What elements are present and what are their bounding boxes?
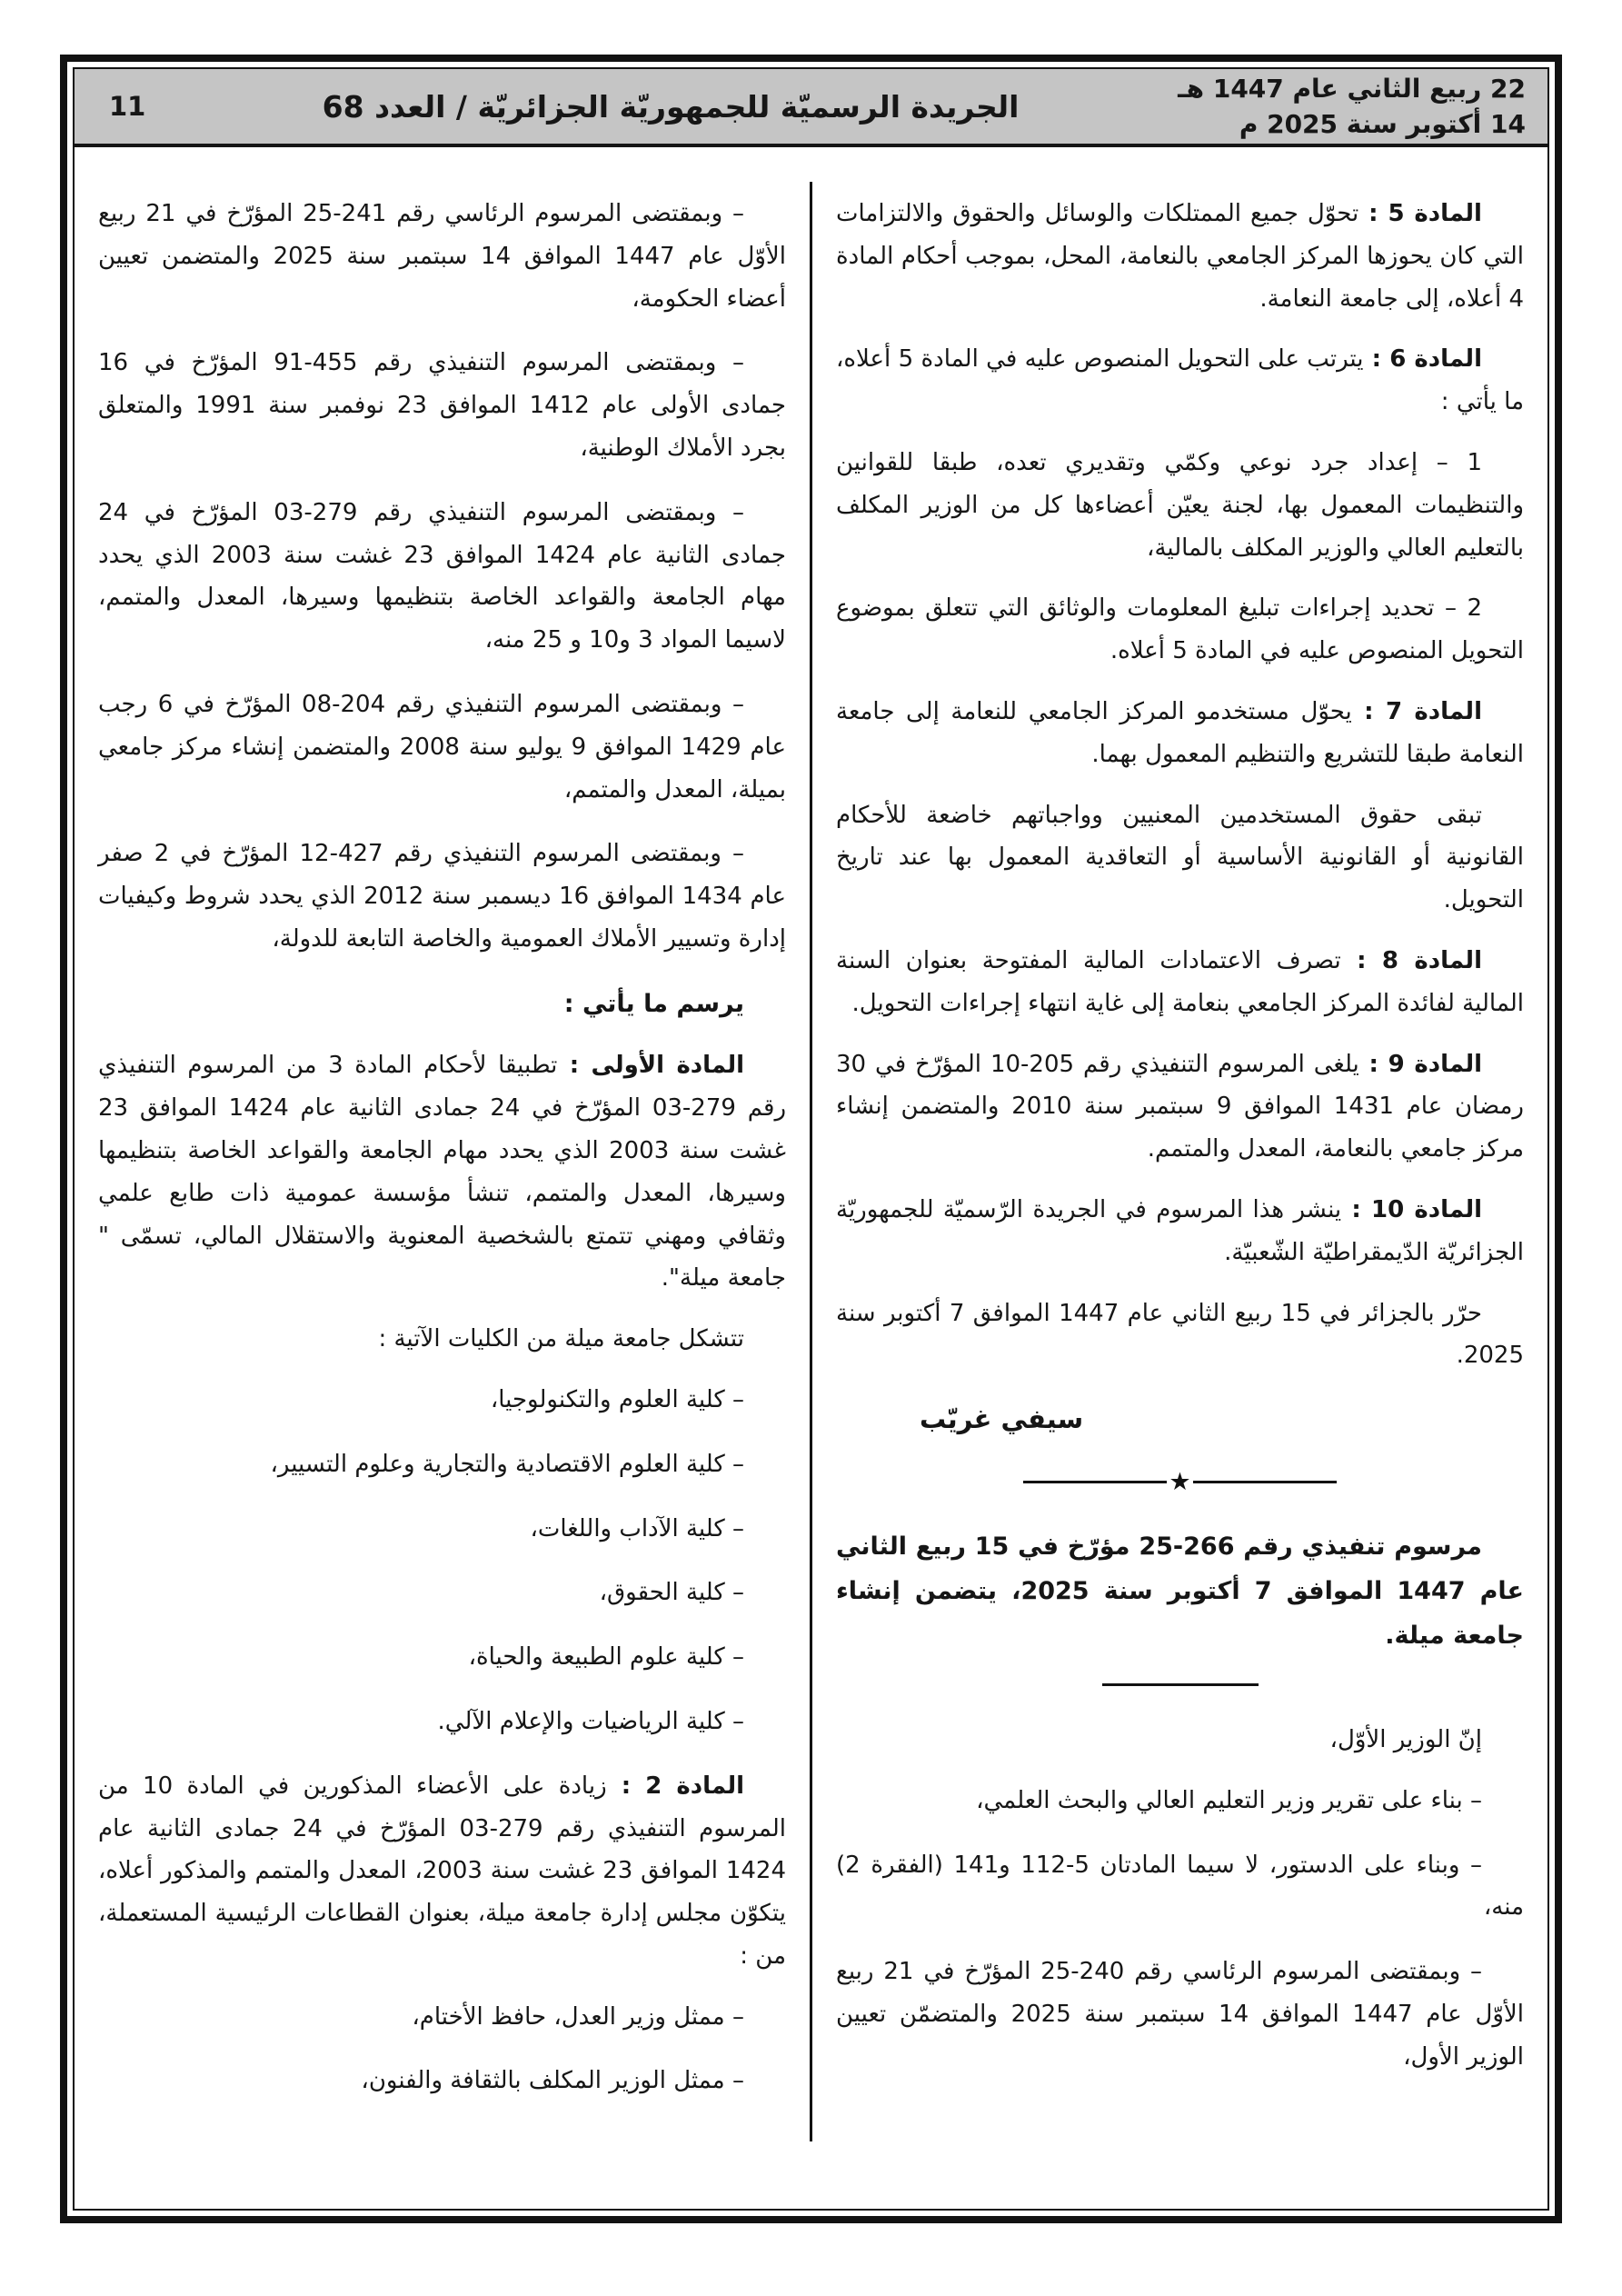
list-item: – وبمقتضى المرسوم الرئاسي رقم 241-25 المؤرّخ في 21 ربيع الأوّل عام 1447 الموافق 14 سبتمبر سنة 2025 والمتضمن تعيين أعضاء الحكومة، [98,200,786,313]
list-item: – وبمقتضى المرسوم التنفيذي رقم 204-08 المؤرّخ في 6 رجب عام 1429 الموافق 9 يوليو سنة 2008 والمتضمن إنشاء مركز جامعي بميلة، المعدل والمتمم، [98,690,786,804]
article-number: المادة 10 : [1341,1195,1482,1223]
masthead [75,69,1547,147]
article-paragraph: المادة 9 : يلغى المرسوم التنفيذي رقم 205-10 المؤرّخ في 30 رمضان عام 1431 الموافق 9 سبتمبر سنة 2010 والمتضمن إنشاء مركز جامعي بالنعامة، المعدل والمتمم. [836,1050,1524,1163]
article-paragraph: المادة 6 : يترتب على التحويل المنصوص عليه في المادة 5 أعلاه، ما يأتي : [836,345,1524,416]
decree-heading: يرسم ما يأتي : [563,989,744,1018]
masthead-date-gregorian: 14 أكتوبر سنة 2025 م [1239,109,1526,139]
gazette-body [75,147,1547,2209]
article-number: المادة 7 : [1351,697,1482,725]
list-item: – وبمقتضى المرسوم التنفيذي رقم 455-91 المؤرّخ في 16 جمادى الأولى عام 1412 الموافق 23 نوفمبر سنة 1991 والمتعلق بجرد الأملاك الوطنية، [98,349,787,462]
article-paragraph: المادة 5 : تحوّل جميع الممتلكات والوسائل والحقوق والالتزامات التي كان يحوزها المركز الجامعي بالنعامة، المحل، بموجب أحكام المادة 4 أعلاه، إلى جامعة النعامة. [836,200,1524,313]
separator-line [1193,1481,1337,1483]
list-item: – ممثل وزير العدل، حافظ الأختام، [412,2002,744,2031]
masthead-date-hijri: 22 ربيع الثاني عام 1447 هـ [1178,73,1526,104]
list-item: – وبمقتضى المرسوم التنفيذي رقم 279-03 المؤرّخ في 24 جمادى الثانية عام 1424 الموافق 23 غشت سنة 2003 الذي يحدد مهام الجامعة والقواعد الخاصة بتنظيمها وسيرها، المعدل والمتمم، لاسيما المواد 3 و10 و 25 منه، [98,498,787,654]
list-item: – كلية الآداب واللغات، [530,1514,744,1542]
page-frame-outer [60,55,1562,2223]
list-item: – كلية علوم الطبيعة والحياة، [468,1643,744,1672]
list-item: – كلية الرياضيات والإعلام الآلي. [437,1707,744,1735]
list-item: – وبمقتضى المرسوم التنفيذي رقم 427-12 المؤرّخ في 2 صفر عام 1434 الموافق 16 ديسمبر سنة 2012 الذي يحدد شروط وكيفيات إدارة وتسيير الأملاك العمومية والخاصة التابعة للدولة، [98,840,786,953]
separator-line [1023,1481,1167,1483]
signature: سيفي غريّب [920,1403,1084,1435]
paragraph: تبقى حقوق المستخدمين المعنيين وواجباتهم خاضعة للأحكام القانونية أو القانونية الأساسية أو التعاقدية المعمول بها عند تاريخ التحويل. [836,801,1524,914]
paragraph: حرّر بالجزائر في 15 ربيع الثاني عام 1447 الموافق 7 أكتوبر سنة 2025. [836,1299,1524,1370]
page-frame-inner [73,67,1549,2211]
list-item: – كلية العلوم والتكنولوجيا، [490,1385,744,1413]
column-right [812,147,1547,2209]
article-number: المادة 2 : [606,1772,744,1800]
article-paragraph: المادة 2 : زيادة على الأعضاء المذكورين في المادة 10 من المرسوم التنفيذي رقم 279-03 المؤرّخ في 24 جمادى الثانية عام 1424 الموافق 23 غشت سنة 2003، المعدل والمتمم والمذكور أعلاه، يتكوّن مجلس إدارة جامعة ميلة، بعنوان القطاعات الرئيسية المستعملة، من : [98,1772,786,1970]
masthead-title: الجريدة الرسميّة للجمهوريّة الجزائريّة / العدد 68 [322,88,1020,125]
article-paragraph: المادة 7 : يحوّل مستخدمو المركز الجامعي للنعامة إلى جامعة النعامة طبقا للتشريع والتنظيم المعمول بهما. [836,697,1524,768]
list-item: – كلية الحقوق، [599,1579,744,1607]
article-number: المادة 6 : [1363,345,1482,374]
star-separator [836,1468,1524,1497]
list-item: – ممثل الوزير المكلف بالثقافة والفنون، [361,2067,744,2095]
column-left [75,147,810,2209]
paragraph: 2 – تحديد إجراءات تبليغ المعلومات والوثائق التي تتعلق بموضوع التحويل المنصوص عليه في المادة 5 أعلاه. [836,594,1524,665]
article-number: المادة الأولى : [557,1052,744,1080]
section-rule [1102,1683,1259,1686]
article-paragraph: المادة 10 : ينشر هذا المرسوم في الجريدة الرّسميّة للجمهوريّة الجزائريّة الدّيمقراطيّة الشّعبيّة. [836,1195,1524,1266]
article-paragraph: المادة الأولى : تطبيقا لأحكام المادة 3 من المرسوم التنفيذي رقم 279-03 المؤرّخ في 24 جمادى الثانية عام 1424 الموافق 23 غشت سنة 2003 الذي يحدد مهام الجامعة والقواعد الخاصة بتنظيمها وسيرها، المعدل والمتمم، تنشأ مؤسسة عمومية ذات طابع علمي وثقافي ومهني تتمتع بالشخصية المعنوية والاستقلال المالي، تسمّى " جامعة ميلة". [98,1052,787,1293]
list-item: – وبمقتضى المرسوم الرئاسي رقم 240-25 المؤرّخ في 21 ربيع الأوّل عام 1447 الموافق 14 سبتمبر سنة 2025 والمتضمّن تعيين الوزير الأول، [836,1958,1524,2071]
article-number: المادة 9 : [1358,1050,1482,1078]
list-item: – كلية العلوم الاقتصادية والتجارية وعلوم التسيير، [270,1450,744,1478]
column-divider [810,182,812,2141]
article-number: المادة 5 : [1358,200,1482,227]
paragraph: 1 – إعداد جرد نوعي وكمّي وتقديري تعده، طبقا للقوانين والتنظيمات المعمول بها، لجنة يعيّن أعضاءها كل من الوزير المكلف بالتعليم العالي والوزير المكلف بالمالية، [836,448,1524,562]
decree-heading: مرسوم تنفيذي رقم 266-25 مؤرّخ في 15 ربيع الثاني عام 1447 الموافق 7 أكتوبر سنة 2025، يتضمن إنشاء جامعة ميلة. [836,1532,1524,1650]
star-icon: ★ [1169,1468,1191,1497]
list-item: – بناء على تقرير وزير التعليم العالي والبحث العلمي، [976,1786,1482,1814]
paragraph: تتشكل جامعة ميلة من الكليات الآتية : [378,1325,744,1353]
article-number: المادة 8 : [1340,946,1482,974]
list-item: – وبناء على الدستور، لا سيما المادتان 5-112 و141 (الفقرة 2) منه، [836,1851,1524,1922]
article-paragraph: المادة 8 : تصرف الاعتمادات المالية المفتوحة بعنوان السنة المالية لفائدة المركز الجامعي بنعامة إلى غاية انتهاء إجراءات التحويل. [836,946,1524,1017]
masthead-dates [1178,71,1526,142]
paragraph: إنّ الوزير الأوّل، [1329,1726,1482,1754]
page-number: 11 [109,91,146,122]
